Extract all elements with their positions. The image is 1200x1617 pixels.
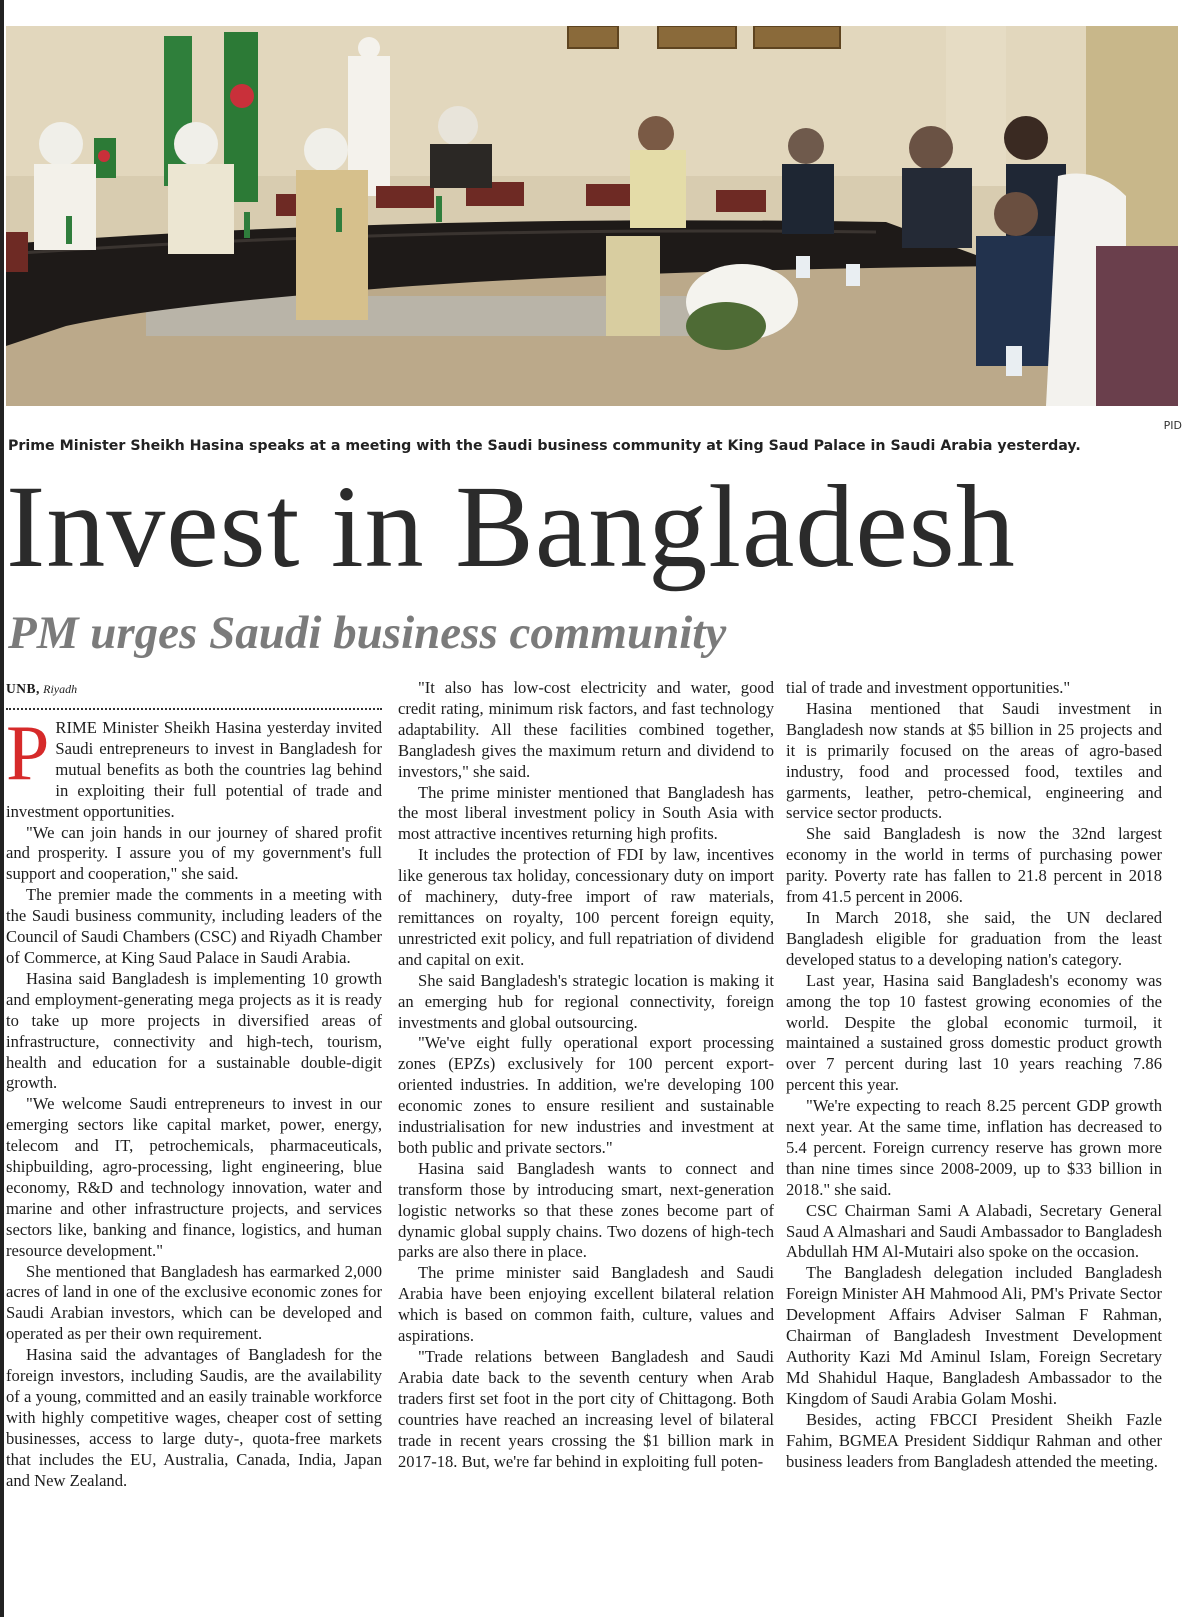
paragraph: "We can join hands in our journey of shared profit and prosperity. I assure you of my government's full support and cooperation," she said. [6, 822, 382, 884]
photo-credit: PID [1163, 419, 1182, 432]
paragraph: She said Bangladesh's strategic location is making it an emerging hub for regional connectivity, foreign investments and global outsourcing. [398, 970, 774, 1032]
paragraph: CSC Chairman Sami A Alabadi, Secretary General Saud A Almashari and Saudi Ambassador to Bangladesh Abdullah HM Al-Mutairi also spoke on the occasion. [786, 1200, 1162, 1262]
paragraph: Hasina mentioned that Saudi investment in Bangladesh now stands at $5 billion in 25 projects and it is primarily focused on the areas of agro-based industry, food and processed food, textiles and garments, leather, petro-chemical, engineering and service sector products. [786, 698, 1162, 823]
byline-divider [6, 702, 382, 710]
subheadline: PM urges Saudi business community [8, 607, 727, 659]
page-edge-rule [0, 0, 4, 1617]
byline-agency: UNB, [6, 681, 40, 696]
paragraph: The premier made the comments in a meeting with the Saudi business community, including leaders of the Council of Saudi Chambers (CSC) and Riyadh Chamber of Commerce, at King Saud Palace in Saudi Arabia. [6, 885, 382, 967]
paragraph: "We're expecting to reach 8.25 percent GDP growth next year. At the same time, inflation has decreased to 5.4 percent. Foreign currency reserve has grown more than nine times since 2008-2009, up to $33 billion in 2018." she said. [786, 1096, 1162, 1199]
paragraph: "It also has low-cost electricity and water, good credit rating, minimum risk factors, and fast technology adaptability. All these facilities combined together, Bangladesh gives the maximum return and dividend to investors," she said. [398, 678, 774, 781]
article-column-2 [398, 678, 774, 1472]
paragraph: She mentioned that Bangladesh has earmarked 2,000 acres of land in one of the exclusive economic zones for Saudi Arabian investors, which can be developed and operated as per their own requirement. [6, 1261, 382, 1344]
paragraph: "We've eight fully operational export processing zones (EPZs) exclusively for 100 percent export-oriented industries. In addition, we're developing 100 economic zones to ensure resilient and sustainable industrialisation for new industries and investment at both public and private sectors." [398, 1033, 774, 1157]
paragraph: In March 2018, she said, the UN declared Bangladesh eligible for graduation from the least developed status to a developing nation's category. [786, 907, 1162, 969]
paragraph: The prime minister said Bangladesh and Saudi Arabia have been enjoying excellent bilateral relation which is based on common faith, culture, values and aspirations. [398, 1263, 774, 1346]
lead-paragraph [6, 709, 382, 823]
paragraph: Hasina said the advantages of Bangladesh for the foreign investors, including Saudis, are the availability of a young, committed and an easily trainable workforce with highly competitive wages, cheaper cost of setting businesses, access to large duty-, quota-free markets that includes the EU, Australia, Canada, India, Japan and New Zealand. [6, 1345, 382, 1490]
paragraph: "Trade relations between Bangladesh and Saudi Arabia date back to the seventh century when Arab traders first set foot in the port city of Chittagong. Both countries have reached an increasing level of bilateral trade in recent years crossing the $1 billion mark in 2017-18. But, we're far behind in exploiting full poten- [398, 1347, 774, 1471]
photo-caption: Prime Minister Sheikh Hasina speaks at a meeting with the Saudi business community at King Saud Palace in Saudi Arabia yesterday. [8, 438, 1081, 454]
headline: Invest in Bangladesh [6, 461, 1016, 592]
paragraph: Hasina said Bangladesh is implementing 10 growth and employment-generating mega projects as it is ready to take up more projects in diversified areas of infrastructure, connectivity and high-tech, tourism, health and education for a sustainable double-digit growth. [6, 968, 382, 1093]
paragraph-continuation: tial of trade and investment opportunities." [786, 678, 1071, 697]
paragraph: She said Bangladesh is now the 32nd largest economy in the world in terms of purchasing power parity. Poverty rate has fallen to 21.8 percent in 2018 from 41.5 percent in 2006. [786, 824, 1162, 907]
paragraph: Besides, acting FBCCI President Sheikh Fazle Fahim, BGMEA President Siddiqur Rahman and other business leaders from Bangladesh attended the meeting. [786, 1409, 1162, 1471]
lead-text: RIME Minister Sheikh Hasina yesterday invited Saudi entrepreneurs to invest in Bangladesh for mutual benefits as both the countries lag behind in exploiting their full potential of trade and investment opportunities. [6, 718, 382, 821]
byline-place: Riyadh [43, 682, 78, 696]
news-photo [6, 26, 1178, 406]
paragraph: It includes the protection of FDI by law, incentives like generous tax holiday, concessionary duty on import of machinery, duty-free import of raw materials, remittances on royalty, 100 percent foreign equity, unrestricted exit policy, and full repatriation of dividend and capital on exit. [398, 845, 774, 969]
paragraph: Hasina said Bangladesh wants to connect and transform those by introducing smart, next-generation logistic networks so that these zones become part of dynamic global supply chains. Two dozens of high-tech parks are also there in place. [398, 1158, 774, 1262]
paragraph: The prime minister mentioned that Bangladesh has the most liberal investment policy in South Asia with most attractive incentives returning high profits. [398, 782, 774, 844]
paragraph: "We welcome Saudi entrepreneurs to invest in our emerging sectors like capital market, power, energy, telecom and IT, petrochemicals, pharmaceuticals, shipbuilding, agro-processing, light engineering, blue economy, R&D and technology innovation, water and marine and other infrastructure projects, and services sectors like, banking and finance, logistics, and human resource development." [6, 1094, 382, 1260]
byline [6, 680, 382, 698]
article-column-3 [786, 678, 1162, 1472]
paragraph: The Bangladesh delegation included Bangladesh Foreign Minister AH Mahmood Ali, PM's Private Sector Development Affairs Adviser Salman F Rahman, Chairman of Bangladesh Investment Development Authority Kazi Md Aminul Islam, Foreign Secretary Md Shahidul Haque, Bangladesh Ambassador to the Kingdom of Saudi Arabia Golam Moshi. [786, 1263, 1162, 1408]
paragraph: Last year, Hasina said Bangladesh's economy was among the top 10 fastest growing economies of the world. Despite the global economic turmoil, it maintained a sustained gross domestic product growth over 7 percent during last 10 years reaching 7.86 percent this year. [786, 970, 1162, 1095]
drop-cap: P [6, 709, 50, 796]
article-column-1 [6, 680, 382, 1492]
